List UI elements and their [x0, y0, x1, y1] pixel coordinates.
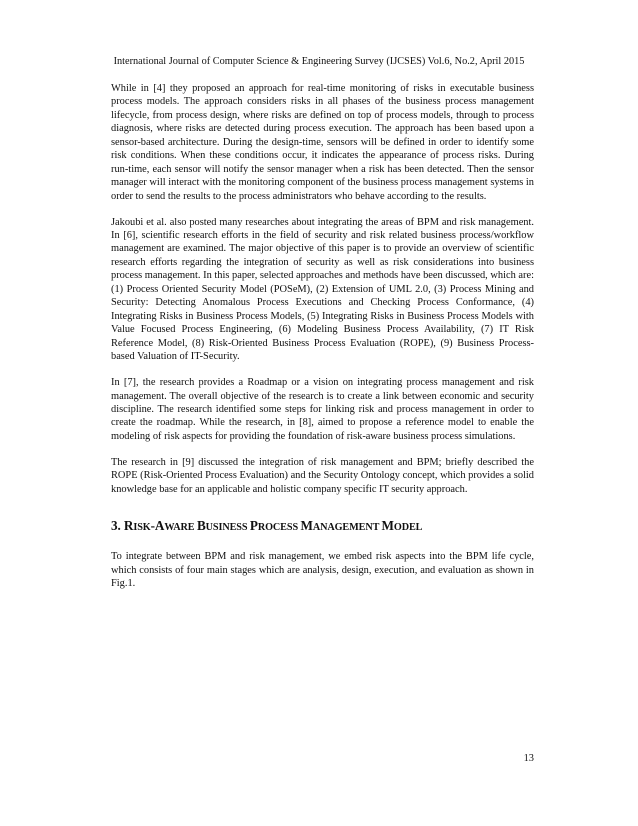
paragraph-rope: The research in [9] discussed the integration of risk management and BPM; briefly described the ROPE (Risk-Oriented Process Evaluation) and the Security Ontology concept, which provides a solid knowledge base for an applicable and holistic company specific IT security approach. — [111, 456, 534, 495]
heading-cap-5: M — [300, 518, 313, 534]
heading-cap-2: -A — [150, 518, 165, 534]
heading-small-3: USINESS — [205, 522, 250, 534]
paragraph-roadmap: In [7], the research provides a Roadmap or a vision on integrating process management and risk management. The overall objective of the research is to create a link between economic and security discipline. The research identified some steps for linking risk and process management in order to create the roadmap. While the research, in [8], aimed to propose a reference model to enable the modeling of risk aspects for providing the foundation of risk-aware business process simulations. — [111, 377, 534, 442]
heading-cap-3: B — [196, 518, 206, 534]
heading-small-2: WARE — [164, 522, 197, 534]
paragraph-jakoubi-research: Jakoubi et al. also posted many researches about integrating the areas of BPM and risk management. In [6], scientific research efforts in the field of security and risk related business process/workflow management are examined. The major objective of this paper is to provide an overview of scientific research efforts regarding the integration of security as well as risk considerations into business process management. In this paper, selected approaches and methods have been discussed, which are: (1) Process Oriented Security Model (POSeM), (2) Extension of UML 2.0, (3) Process Mining and Security: Detecting Anomalous Process Executions and Checking Process Conformance, (4) Integrating Risks in Business Process Models, (5) Integrating Risks in Business Process Models with Value Focused Process Engineering, (6) Modeling Business Process Availability, (7) IT Risk Reference Model, (8) Risk-Oriented Business Process Evaluation (ROPE), (9) Business Process-based Valuation of IT-Security. — [111, 216, 534, 363]
page-number: 13 — [523, 753, 534, 764]
section-number: 3. — [111, 518, 121, 534]
paragraph-sensor-monitoring: While in [4] they proposed an approach for real-time monitoring of risks in executable business process models. The approach considers risks in all phases of the business process management lifecycle, from process design, where risks are defined on top of process models, through to process diagnosis, where risks are detected during process execution. The approach has been based upon a sensor-based architecture. During the design-time, sensors will be defined in order to identify some risk conditions. When these conditions occur, it indicates the appearance of process risks. During run-time, each sensor will notify the sensor manager when a risk has been detected. Then the sensor manager will interact with the monitoring component of the business process management systems in order to send the results to the process administrators who behave according to the results. — [111, 83, 534, 202]
section-heading — [111, 518, 534, 536]
heading-small-5: ANAGEMENT — [312, 522, 382, 534]
heading-cap-1: R — [123, 518, 134, 534]
paragraph-bpm-lifecycle: To integrate between BPM and risk management, we embed risk aspects into the BPM life cycle, which consists of four main stages which are analysis, design, execution, and evaluation as shown in Fig.1. — [111, 551, 534, 590]
heading-cap-4: P — [249, 518, 258, 534]
heading-small-1: ISK — [133, 522, 151, 534]
heading-small-4: ROCESS — [257, 522, 301, 534]
page-body — [111, 82, 534, 603]
running-header: International Journal of Computer Science & Engineering Survey (IJCSES) Vol.6, No.2, April 2015 — [113, 56, 525, 67]
heading-small-6: ODEL — [393, 522, 423, 534]
heading-cap-6: M — [381, 518, 394, 534]
